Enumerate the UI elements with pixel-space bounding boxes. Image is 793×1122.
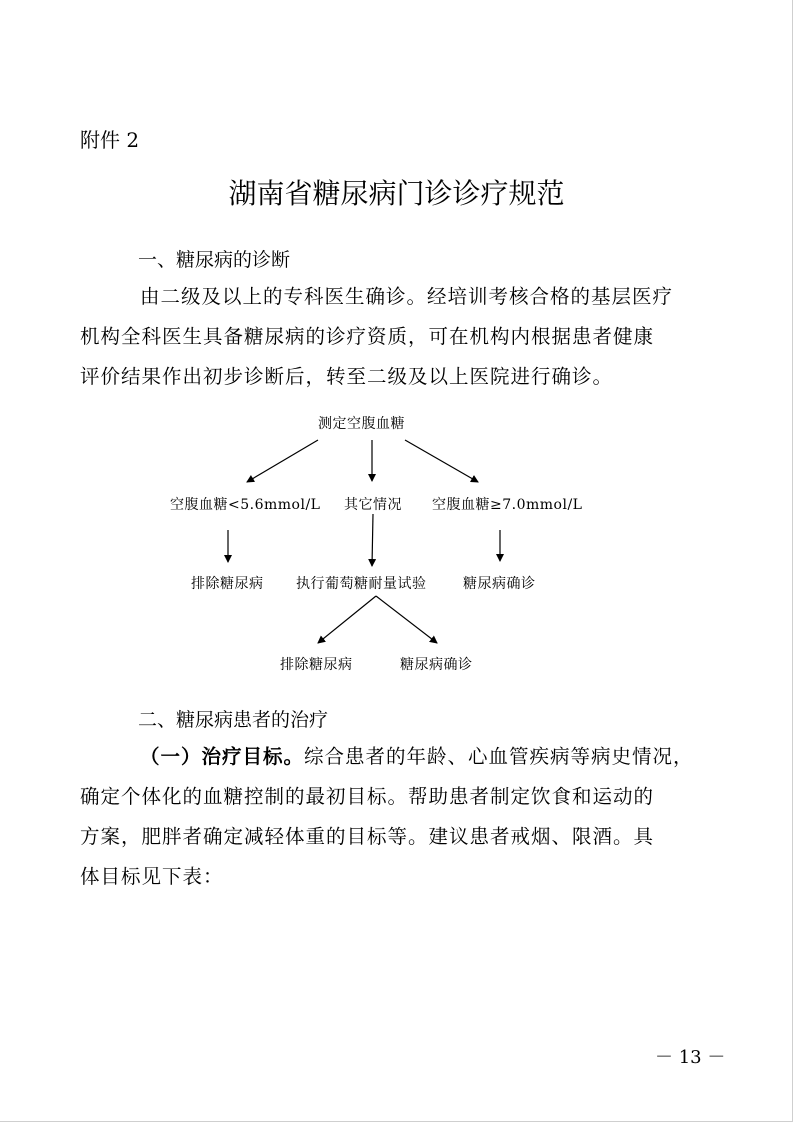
flow-left-result: 排除糖尿病 — [191, 576, 264, 592]
arrow-start-to-left — [247, 440, 318, 482]
arrow-ogtt-to-left — [318, 596, 376, 643]
paragraph-line — [140, 742, 694, 772]
paragraph-line: 确定个体化的血糖控制的最初目标。帮助患者制定饮食和运动的 — [80, 785, 655, 808]
arrow-ogtt-to-right — [376, 596, 437, 643]
section2-heading: 二、糖尿病患者的治疗 — [138, 709, 329, 731]
arrow-start-to-right — [405, 440, 478, 482]
section1-heading: 一、糖尿病的诊断 — [138, 249, 291, 271]
flow-right-result: 糖尿病确诊 — [463, 576, 536, 592]
paragraph-line: 由二级及以上的专科医生确诊。经培训考核合格的基层医疗 — [140, 285, 674, 308]
flow-right: 空腹血糖≥7.0mmol/L — [432, 497, 583, 513]
arrow-middle-to-result — [372, 514, 373, 566]
flow-ogtt-right: 糖尿病确诊 — [400, 657, 473, 673]
treatment-goal-subheading: （一）治疗目标。 — [140, 745, 305, 768]
flow-start: 测定空腹血糖 — [318, 416, 405, 432]
document-title: 湖南省糖尿病门诊诊疗规范 — [228, 177, 565, 210]
paragraph-line: 方案，肥胖者确定减轻体重的目标等。建议患者戒烟、限酒。具 — [80, 825, 655, 848]
flow-left: 空腹血糖<5.6mmol/L — [170, 497, 321, 513]
flow-middle: 其它情况 — [344, 497, 402, 513]
attachment-label: 附件 2 — [80, 128, 140, 152]
paragraph-line: 体目标见下表： — [80, 865, 224, 888]
flow-middle-result: 执行葡萄糖耐量试验 — [296, 576, 427, 592]
paragraph-text: 综合患者的年龄、心血管疾病等病史情况， — [304, 745, 694, 768]
page-number: － 13 － — [655, 1047, 726, 1068]
paragraph-line: 机构全科医生具备糖尿病的诊疗资质，可在机构内根据患者健康 — [80, 325, 655, 348]
flow-ogtt-left: 排除糖尿病 — [280, 657, 353, 673]
paragraph-line: 评价结果作出初步诊断后，转至二级及以上医院进行确诊。 — [80, 365, 614, 388]
